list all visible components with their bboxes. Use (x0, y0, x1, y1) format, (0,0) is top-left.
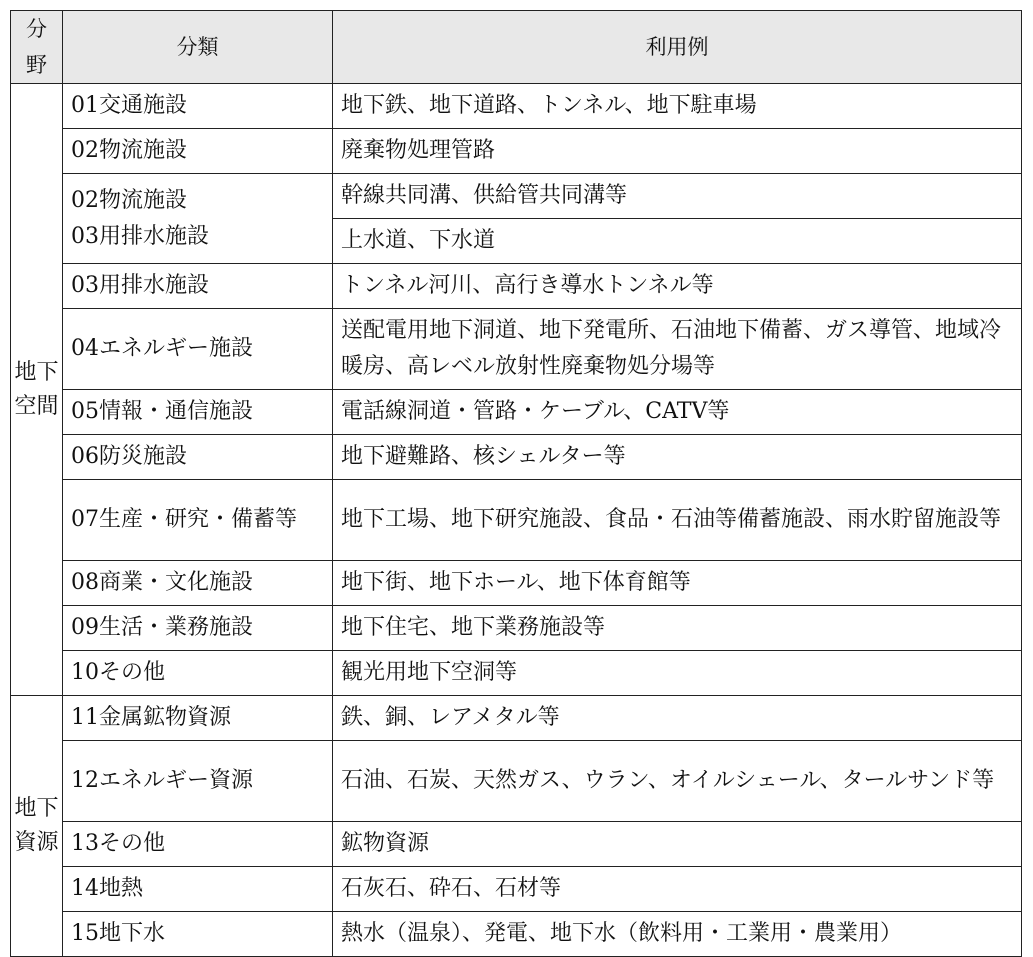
class-cell: 04エネルギー施設 (63, 309, 333, 390)
table-row (11, 696, 1022, 741)
example-cell: 鉄、銅、レアメタル等 (333, 696, 1022, 741)
table-row (11, 264, 1022, 309)
example-cell: 地下鉄、地下道路、トンネル、地下駐車場 (333, 84, 1022, 129)
class-cell: 11金属鉱物資源 (63, 696, 333, 741)
class-cell: 09生活・業務施設 (63, 606, 333, 651)
class-cell: 02物流施設 (63, 129, 333, 174)
table-row (11, 174, 1022, 219)
example-cell: 送配電用地下洞道、地下発電所、石油地下備蓄、ガス導管、地域冷暖房、高レベル放射性廃棄物処分場等 (333, 309, 1022, 390)
class-cell (63, 174, 333, 264)
class-cell: 13その他 (63, 822, 333, 867)
field-underground-space (11, 84, 63, 696)
utilization-table (10, 10, 1022, 957)
field-line: 地下 (14, 796, 59, 821)
example-cell: 地下避難路、核シェルター等 (333, 435, 1022, 480)
class-line: 02物流施設 (71, 187, 187, 213)
table-row (11, 561, 1022, 606)
example-cell: 上水道、下水道 (333, 219, 1022, 264)
example-cell: 石灰石、砕石、石材等 (333, 867, 1022, 912)
class-cell: 15地下水 (63, 912, 333, 957)
example-cell: 地下工場、地下研究施設、食品・石油等備蓄施設、雨水貯留施設等 (333, 480, 1022, 561)
table-row (11, 309, 1022, 390)
table-row (11, 912, 1022, 957)
field-underground-resources (11, 696, 63, 957)
field-line: 資源 (14, 830, 59, 855)
table-row (11, 606, 1022, 651)
example-cell: 地下街、地下ホール、地下体育館等 (333, 561, 1022, 606)
field-line: 地下 (14, 359, 59, 385)
example-cell: 石油、石炭、天然ガス、ウラン、オイルシェール、タールサンド等 (333, 741, 1022, 822)
class-cell: 03用排水施設 (63, 264, 333, 309)
table-row (11, 129, 1022, 174)
table-row (11, 867, 1022, 912)
table-row (11, 84, 1022, 129)
field-line: 空間 (14, 393, 59, 419)
class-cell: 08商業・文化施設 (63, 561, 333, 606)
header-row (11, 11, 1022, 84)
example-cell: トンネル河川、高行き導水トンネル等 (333, 264, 1022, 309)
table-row (11, 651, 1022, 696)
class-cell: 06防災施設 (63, 435, 333, 480)
example-cell: 電話線洞道・管路・ケーブル、CATV等 (333, 390, 1022, 435)
header-field: 分野 (11, 11, 63, 84)
table-row (11, 822, 1022, 867)
example-cell: 幹線共同溝、供給管共同溝等 (333, 174, 1022, 219)
class-cell: 07生産・研究・備蓄等 (63, 480, 333, 561)
table-row (11, 390, 1022, 435)
example-cell: 廃棄物処理管路 (333, 129, 1022, 174)
class-cell: 05情報・通信施設 (63, 390, 333, 435)
table-row (11, 480, 1022, 561)
table-row (11, 435, 1022, 480)
class-cell: 12エネルギー資源 (63, 741, 333, 822)
example-cell: 鉱物資源 (333, 822, 1022, 867)
class-line: 03用排水施設 (71, 223, 209, 249)
header-class: 分類 (63, 11, 333, 84)
example-cell: 熱水（温泉）、発電、地下水（飲料用・工業用・農業用） (333, 912, 1022, 957)
table-row (11, 741, 1022, 822)
class-cell: 14地熱 (63, 867, 333, 912)
example-cell: 観光用地下空洞等 (333, 651, 1022, 696)
class-cell: 01交通施設 (63, 84, 333, 129)
example-cell: 地下住宅、地下業務施設等 (333, 606, 1022, 651)
header-example: 利用例 (333, 11, 1022, 84)
class-cell: 10その他 (63, 651, 333, 696)
